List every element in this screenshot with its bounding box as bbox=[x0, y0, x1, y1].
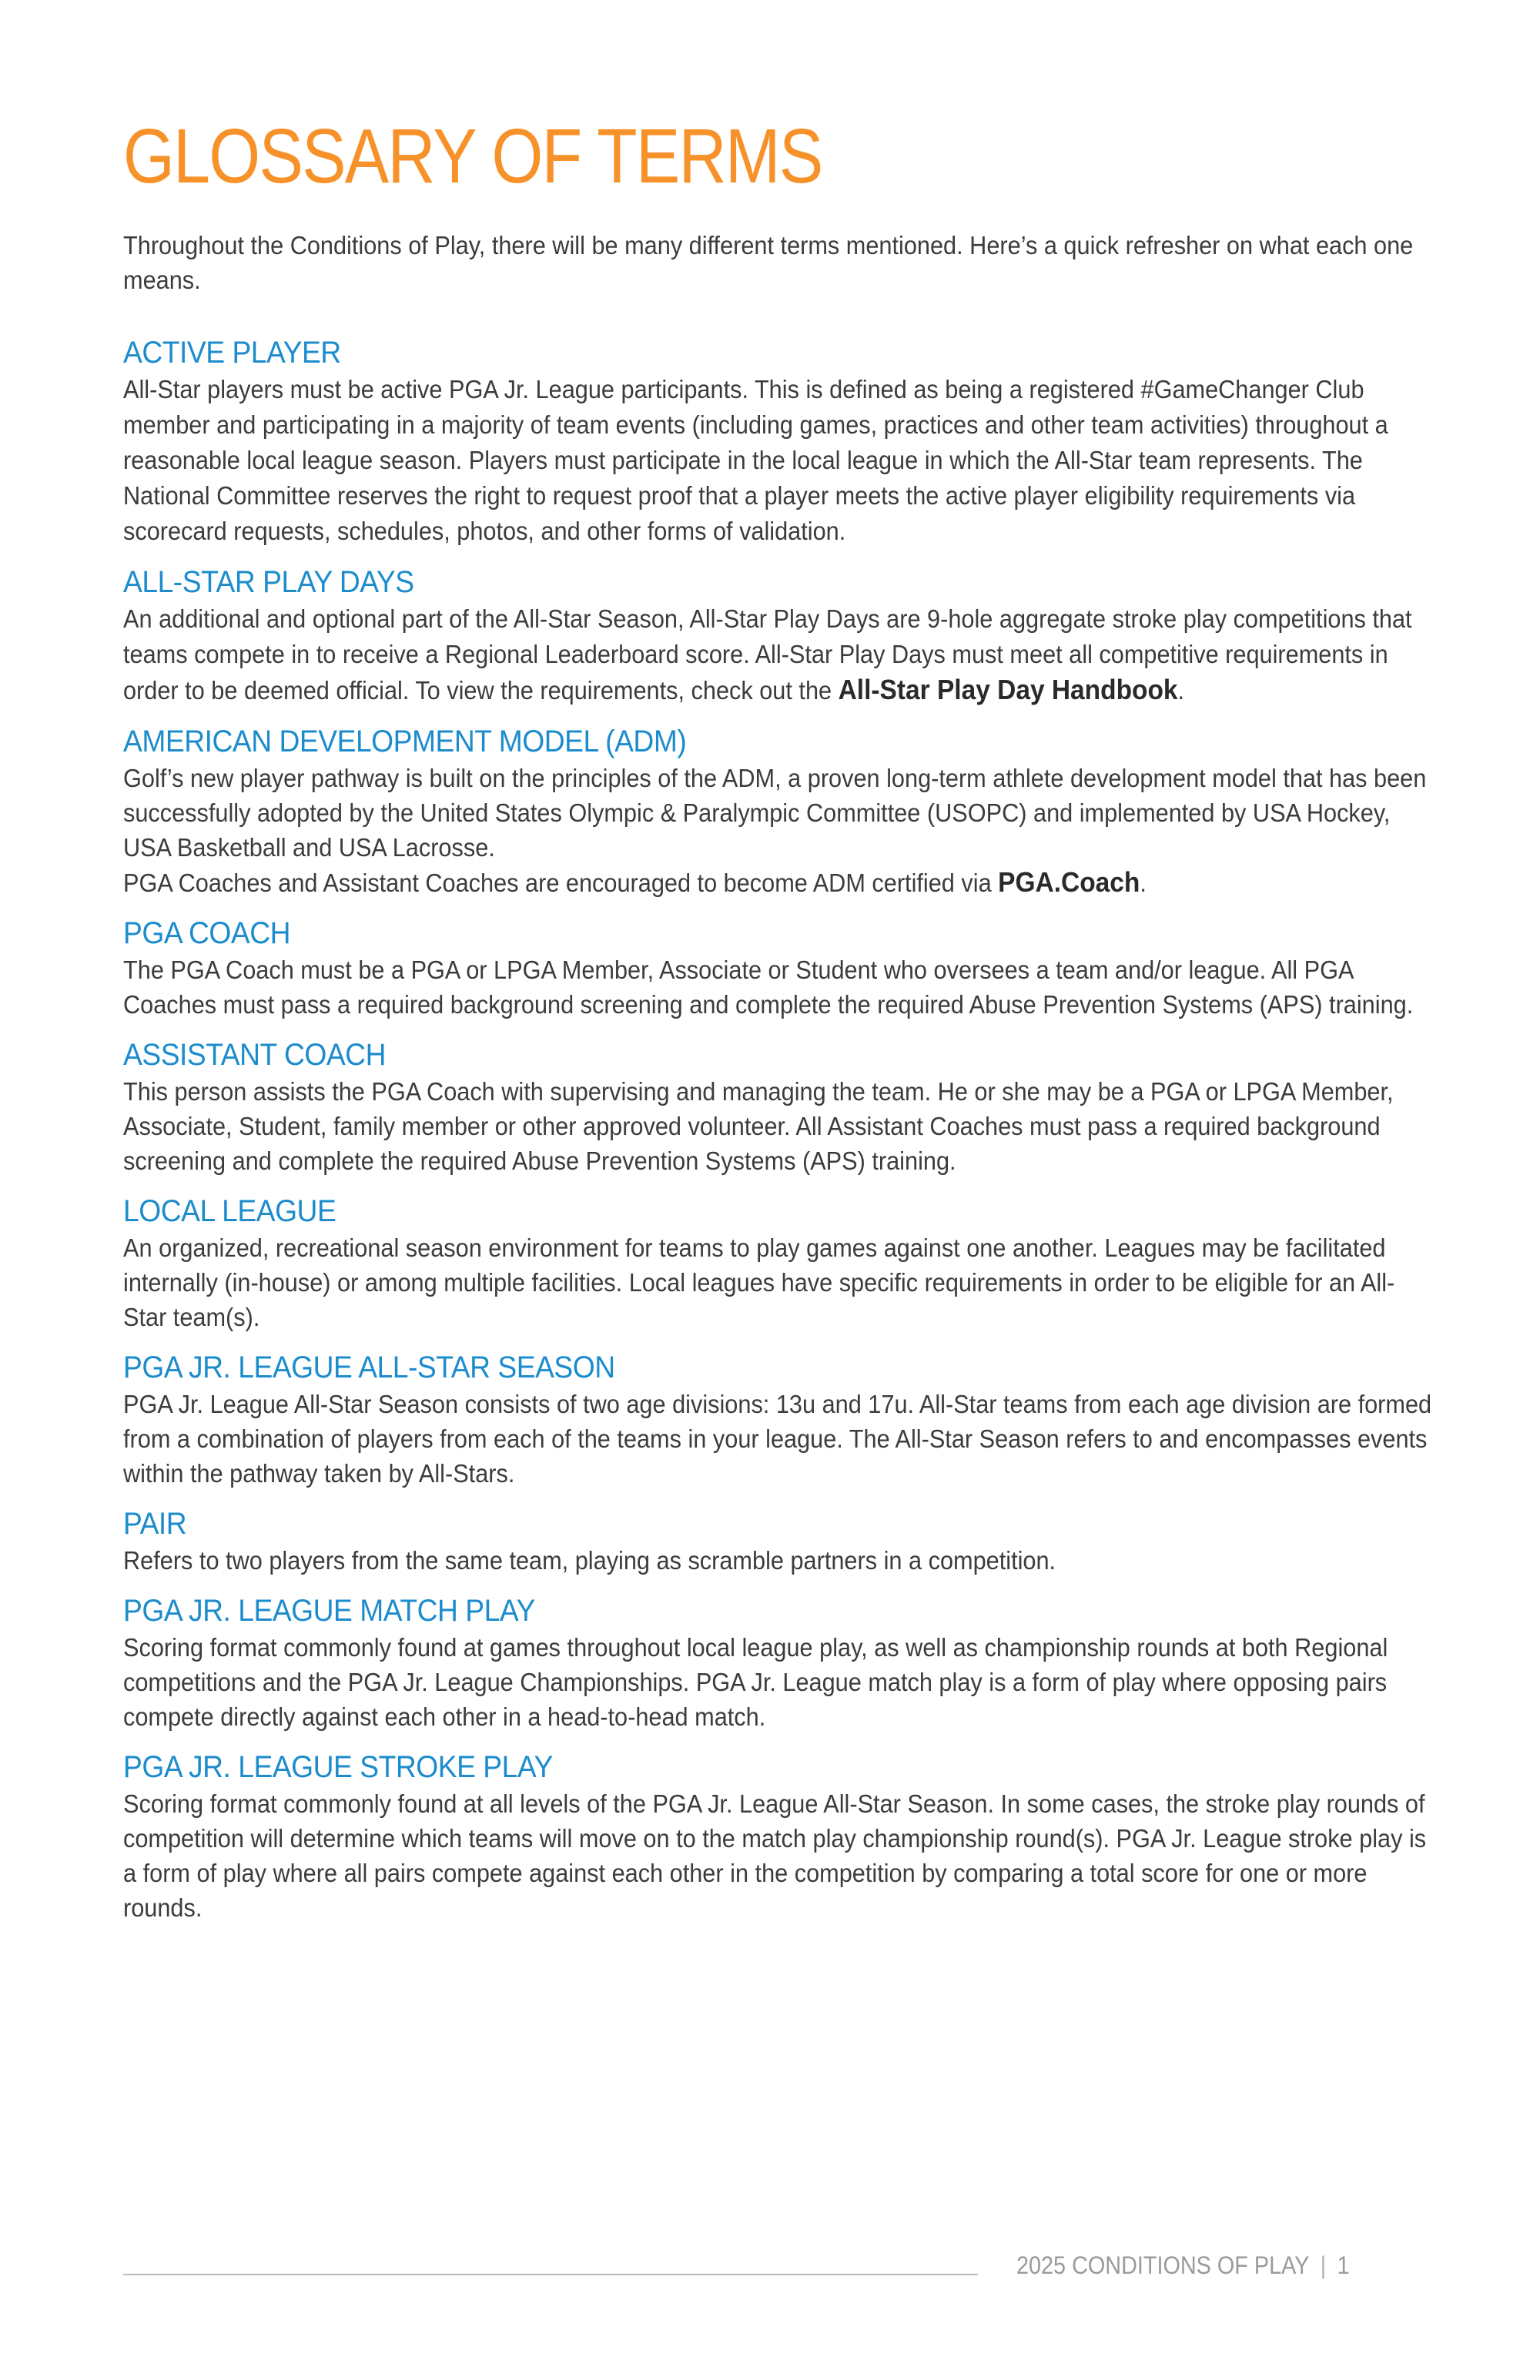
glossary-entry-assistant-coach bbox=[123, 1036, 1434, 1178]
definition-text: An additional and optional part of the All-Star Season, All-Star Play Days are 9-hole aggregate stroke play competitions that teams compete in to receive a Regional Leaderboard score. All-Star Play Days must meet all competitive requirements in order to be deemed official. To view the requirements, check out the bbox=[123, 604, 1412, 705]
term-heading: PGA JR. LEAGUE ALL-STAR SEASON bbox=[123, 1351, 615, 1384]
term-heading: AMERICAN DEVELOPMENT MODEL (ADM) bbox=[123, 725, 687, 758]
term-definition: PGA Jr. League All-Star Season consists of two age divisions: 13u and 17u. All-Star teams from each age division are formed from a combination of players from each of the teams in your league. The All-Star Season refers to and encompasses events within the pathway taken by All-Stars. bbox=[123, 1390, 1432, 1488]
definition-period: . bbox=[1177, 676, 1185, 705]
footer-separator: | bbox=[1320, 2251, 1327, 2279]
pga-coach-link[interactable]: PGA.Coach bbox=[998, 866, 1140, 898]
term-heading: ACTIVE PLAYER bbox=[123, 336, 341, 370]
term-definition: Golf’s new player pathway is built on the principles of the ADM, a proven long-term athlete development model that has been successfully adopted by the United States Olympic & Paralympic Committee (USOPC) and implemented by USA Hockey, USA Basketball and USA Lacrosse. bbox=[123, 764, 1427, 862]
page-footer bbox=[1016, 2250, 1350, 2281]
glossary-entry-local-league bbox=[123, 1192, 1434, 1334]
term-definition: All-Star players must be active PGA Jr. League participants. This is defined as being a registered #GameChanger Club member and participating in a majority of team events (including games, practices and other team activities) throughout a reasonable local league season. Players must participate in the local league in which the All-Star team represents. The National Committee reserves the right to request proof that a player meets the active player eligibility requirements via scorecard requests, schedules, photos, and other forms of validation. bbox=[123, 375, 1388, 545]
glossary-entry-all-star-season bbox=[123, 1348, 1434, 1491]
glossary-entry-match-play bbox=[123, 1592, 1434, 1734]
term-definition: This person assists the PGA Coach with supervising and managing the team. He or she may be a PGA or LPGA Member, Associate, Student, family member or other approved volunteer. All Assistant Coaches must pass a required background screening and complete the required Abuse Prevention Systems (APS) training. bbox=[123, 1077, 1394, 1175]
glossary-entry-pga-coach bbox=[123, 914, 1434, 1022]
footer-label: 2025 CONDITIONS OF PLAY bbox=[1016, 2251, 1310, 2279]
page-number: 1 bbox=[1337, 2251, 1350, 2279]
glossary-entry-stroke-play bbox=[123, 1748, 1434, 1925]
glossary-entry-pair bbox=[123, 1505, 1434, 1578]
term-definition: An organized, recreational season environment for teams to play games against one another. Leagues may be facilitated internally (in-house) or among multiple facilities. Local leagues have specific requirements in order to be eligible for an All-Star team(s). bbox=[123, 1234, 1395, 1331]
term-heading: PAIR bbox=[123, 1507, 187, 1541]
definition-period: . bbox=[1140, 869, 1147, 897]
term-heading: ALL-STAR PLAY DAYS bbox=[123, 565, 414, 599]
term-definition: Scoring format commonly found at games throughout local league play, as well as championship rounds at both Regional competitions and the PGA Jr. League Championships. PGA Jr. League match play is a form of play where opposing pairs compete directly against each other in a head-to-head match. bbox=[123, 1633, 1388, 1731]
intro-paragraph: Throughout the Conditions of Play, there will be many different terms mentioned. Here’s a quick refresher on what each one means. bbox=[123, 231, 1414, 294]
footer-divider bbox=[123, 2274, 978, 2275]
term-heading: ASSISTANT COACH bbox=[123, 1038, 386, 1072]
glossary-list bbox=[123, 333, 1434, 1939]
glossary-entry-active-player bbox=[123, 333, 1434, 549]
term-heading: LOCAL LEAGUE bbox=[123, 1194, 336, 1228]
page-title: GLOSSARY OF TERMS bbox=[123, 113, 822, 199]
term-heading: PGA JR. LEAGUE STROKE PLAY bbox=[123, 1750, 553, 1784]
handbook-link[interactable]: All-Star Play Day Handbook bbox=[838, 674, 1178, 705]
definition-text: PGA Coaches and Assistant Coaches are encouraged to become ADM certified via bbox=[123, 869, 992, 897]
term-heading: PGA JR. LEAGUE MATCH PLAY bbox=[123, 1594, 535, 1628]
term-definition: Refers to two players from the same team, playing as scramble partners in a competition. bbox=[123, 1546, 1056, 1575]
term-definition bbox=[123, 601, 1434, 708]
term-definition: Scoring format commonly found at all levels of the PGA Jr. League All-Star Season. In some cases, the stroke play rounds of competition will determine which teams will move on to the match play championship round(s). PGA Jr. League stroke play is a form of play where all pairs compete against each other in the competition by comparing a total score for one or more rounds. bbox=[123, 1789, 1427, 1922]
term-definition-continued bbox=[123, 865, 1434, 900]
term-heading: PGA COACH bbox=[123, 916, 291, 950]
term-definition: The PGA Coach must be a PGA or LPGA Member, Associate or Student who oversees a team and/or league. All PGA Coaches must pass a required background screening and complete the required Abuse Prevention Systems (APS) training. bbox=[123, 956, 1414, 1019]
glossary-entry-adm bbox=[123, 722, 1434, 900]
glossary-entry-all-star-play-days bbox=[123, 563, 1434, 708]
